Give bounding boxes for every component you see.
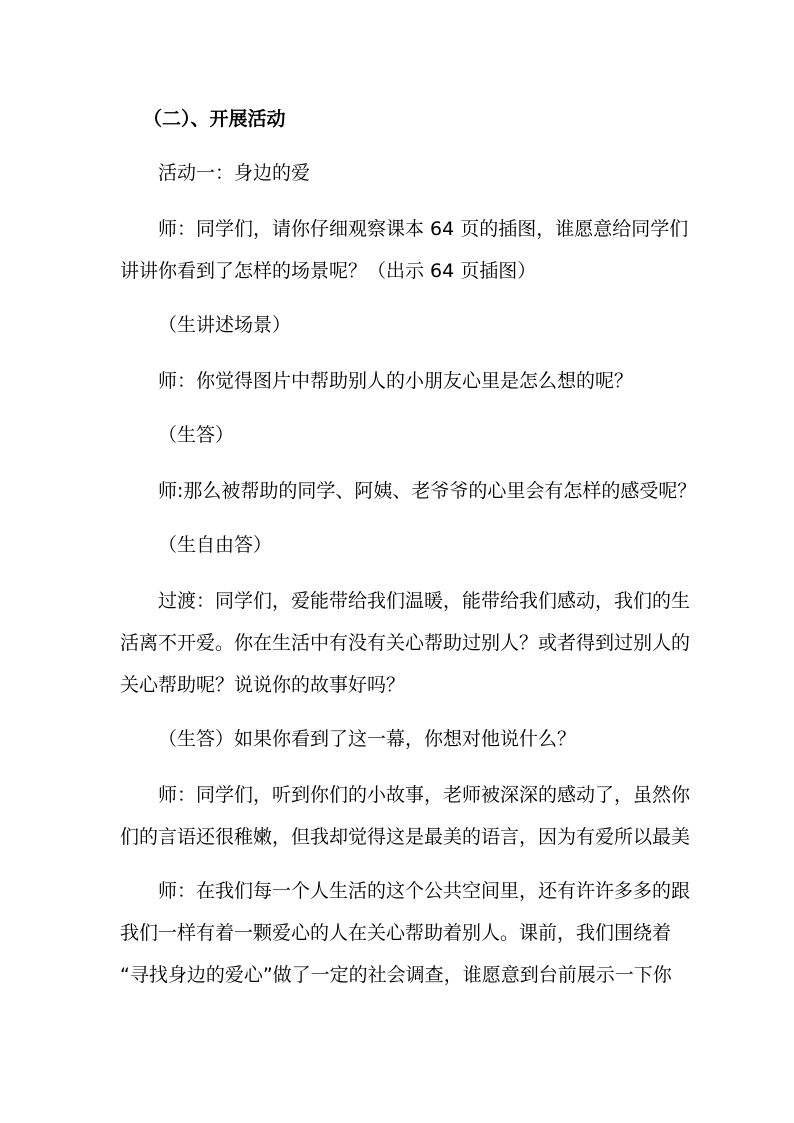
paragraph-line: （生自由答）	[158, 534, 273, 556]
paragraph-line: 讲讲你看到了怎样的场景呢？（出示 64 页插图）	[120, 260, 537, 282]
paragraph-line: “寻找身边的爱心”做了一定的社会调查，谁愿意到台前展示一下你	[120, 964, 672, 986]
paragraph-line: （生讲述场景）	[158, 314, 292, 336]
paragraph-line: 过渡：同学们，爱能带给我们温暖，能带给我们感动，我们的生	[158, 590, 691, 612]
paragraph-line: 关心帮助呢？说说你的故事好吗？	[120, 674, 406, 696]
paragraph-line: 活动一：身边的爱	[158, 162, 311, 184]
paragraph-line: （生答）如果你看到了这一幕，你想对他说什么？	[158, 728, 577, 750]
paragraph-line: 师：同学们，听到你们的小故事，老师被深深的感动了，虽然你	[158, 784, 691, 806]
paragraph-line: 们的言语还很稚嫩，但我却觉得这是最美的语言，因为有爱所以最美	[120, 826, 691, 848]
paragraph-line: 师：同学们，请你仔细观察课本 64 页的插图，谁愿意给同学们	[158, 218, 689, 240]
paragraph-line: 师：在我们每一个人生活的这个公共空间里，还有许许多多的跟	[158, 880, 691, 902]
paragraph-line: 我们一样有着一颗爱心的人在关心帮助着别人。课前，我们围绕着	[120, 922, 672, 944]
paragraph-line: 师：你觉得图片中帮助别人的小朋友心里是怎么想的呢？	[158, 370, 634, 392]
paragraph-line: （生答）	[158, 424, 235, 446]
paragraph-line: 师:那么被帮助的同学、阿姨、老爷爷的心里会有怎样的感受呢？	[158, 480, 697, 502]
paragraph-line: 活离不开爱。你在生活中有没有关心帮助过别人？或者得到过别人的	[120, 632, 691, 654]
section-heading: （二）、开展活动	[143, 108, 286, 130]
